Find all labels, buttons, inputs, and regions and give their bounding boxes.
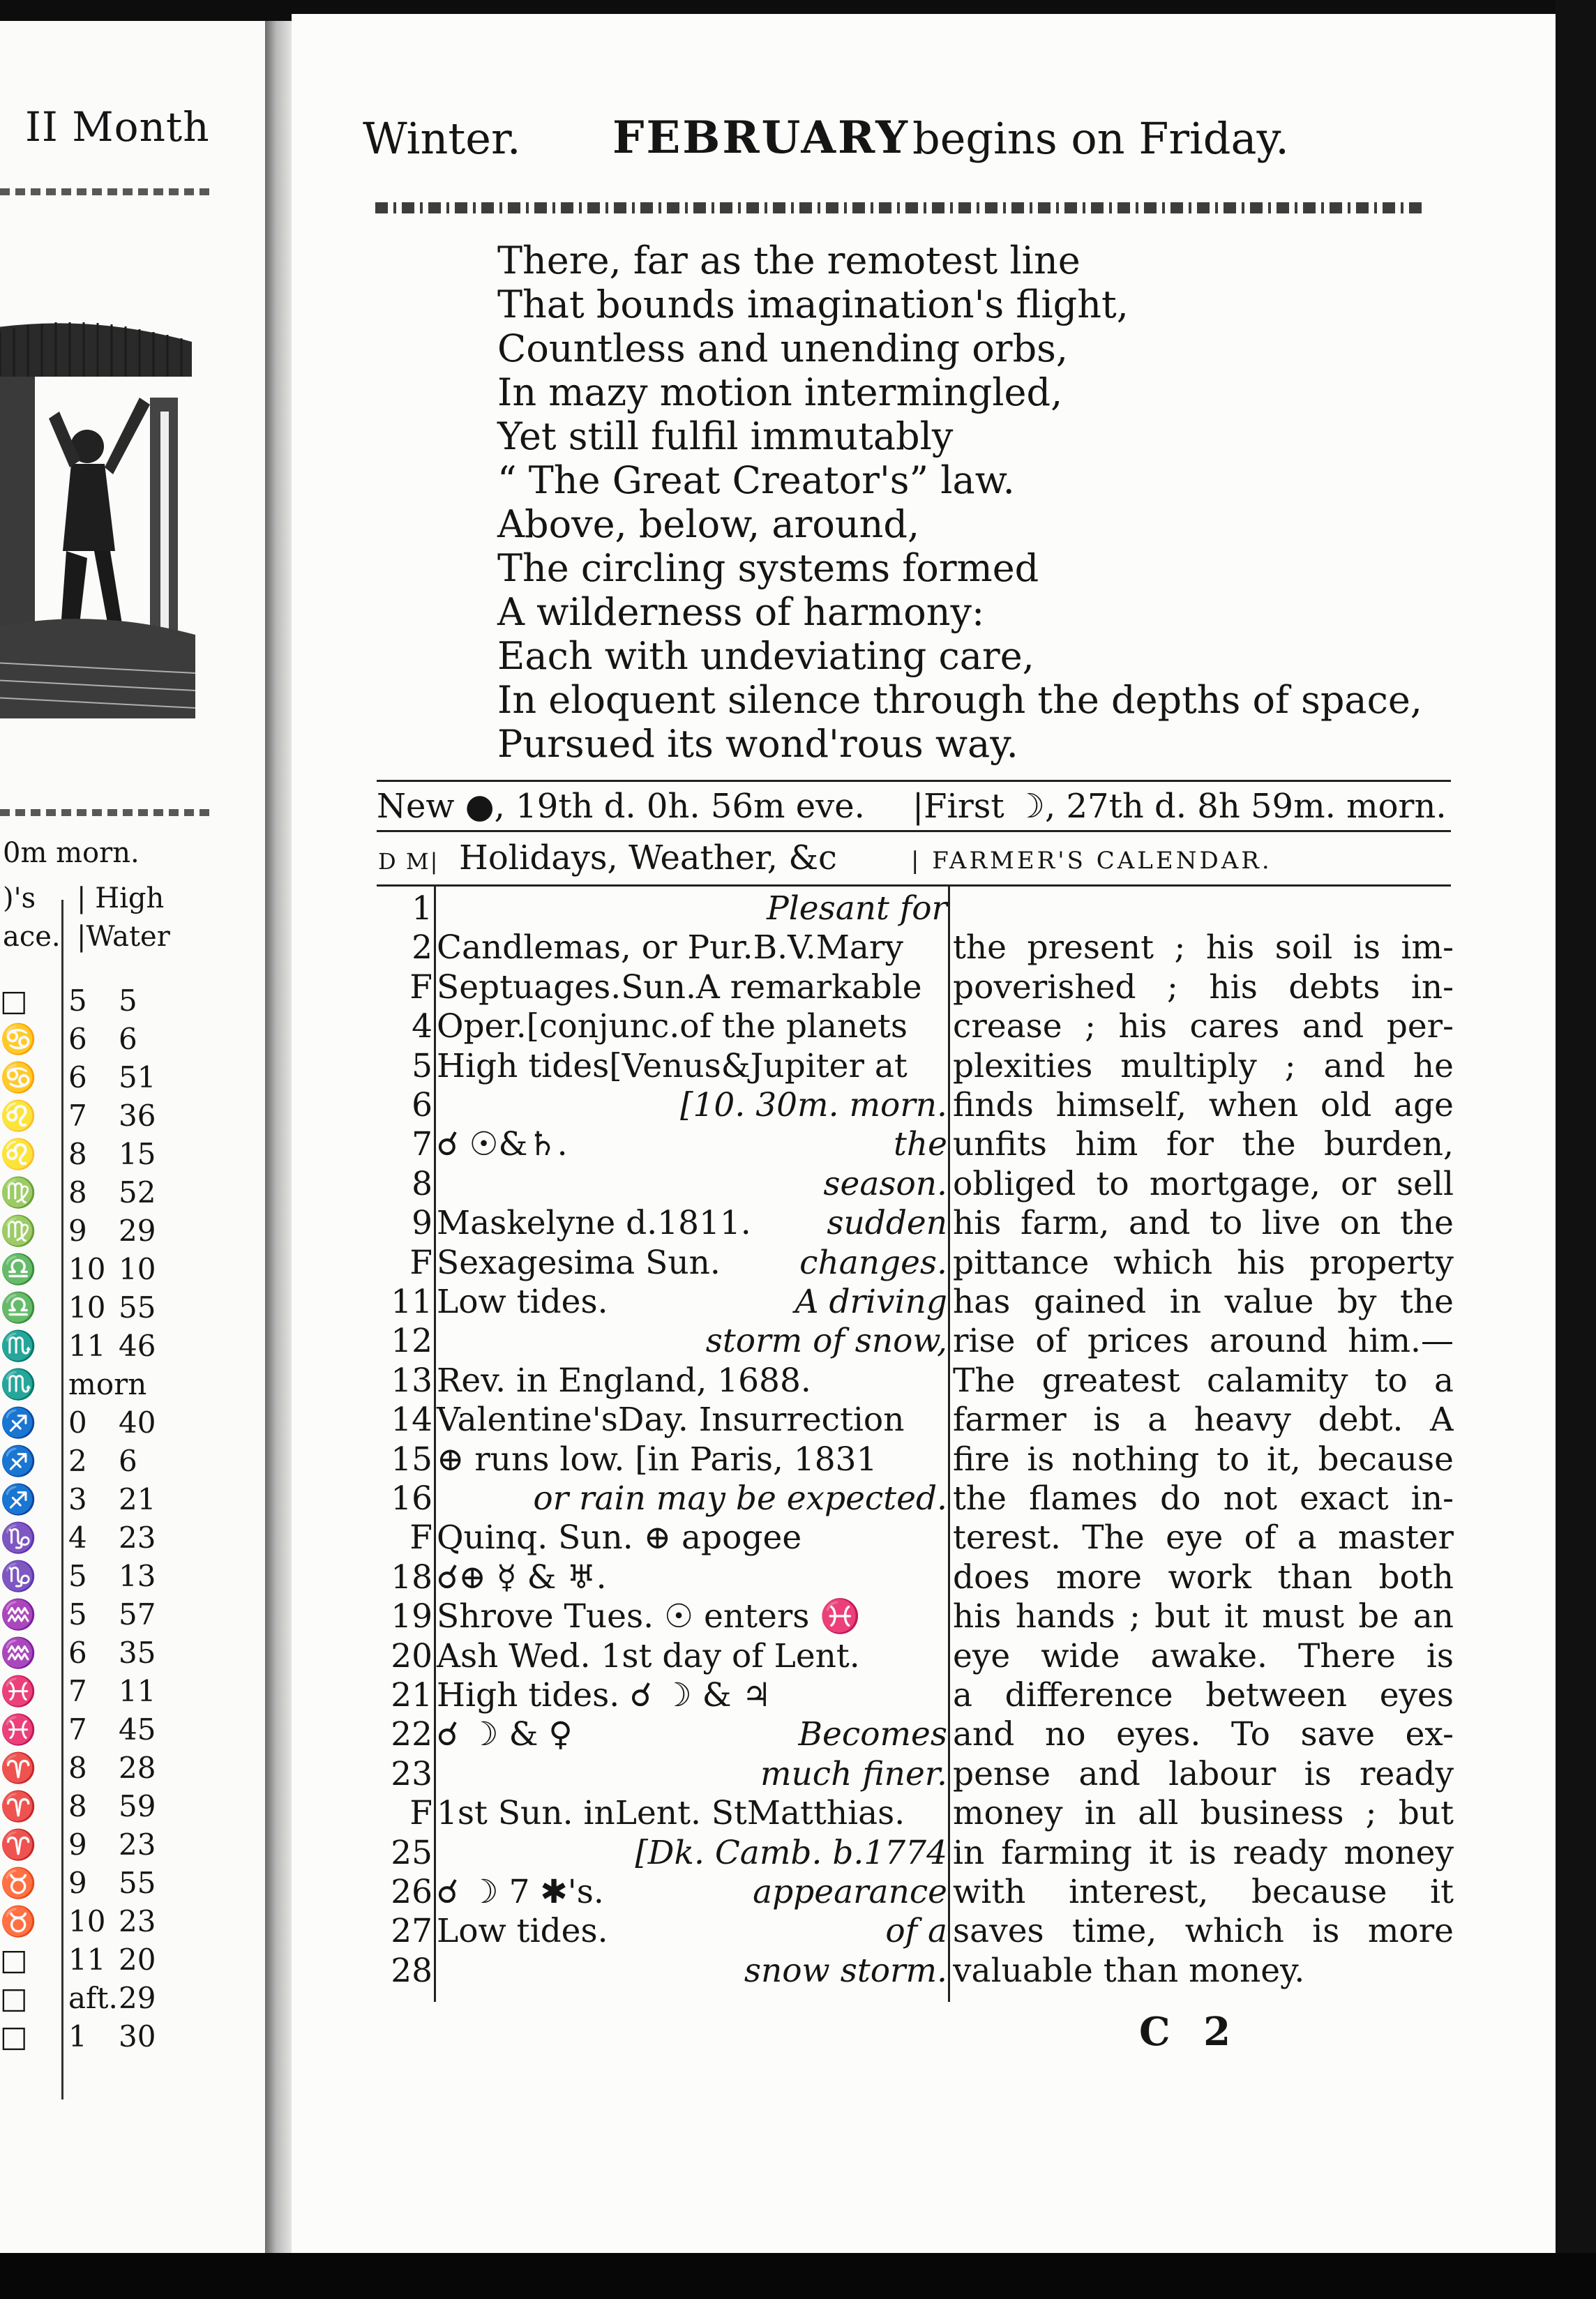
moon-place-symbol: ♐: [0, 1444, 37, 1478]
moon-place-symbol: ♏: [0, 1367, 37, 1401]
farmers-calendar-text: The greatest calamity to a: [953, 1361, 1454, 1400]
holiday-text: Low tides.: [437, 1283, 608, 1321]
high-water-hour: 6: [68, 1636, 87, 1670]
farmers-calendar-text: obliged to mortgage, or sell: [953, 1164, 1454, 1203]
farmers-calendar-text: valuable than money.: [953, 1951, 1305, 1990]
calendar-row: [292, 1244, 1556, 1283]
holiday-text: High tides[Venus&Jupiter at: [437, 1046, 908, 1085]
high-water-minute: 5: [119, 983, 137, 1018]
left-page-row: [0, 1789, 209, 1827]
high-water-hour: 0: [68, 1405, 87, 1440]
moon-place-symbol: ♎: [0, 1290, 37, 1325]
left-page-row: [0, 1597, 209, 1636]
calendar-row: [292, 928, 1556, 967]
holiday-text: ☌ ☉&♄.: [437, 1125, 568, 1164]
farmers-calendar-text: finds himself, when old age: [953, 1086, 1454, 1124]
day-of-month: 12: [391, 1322, 432, 1361]
moon-place-symbol: ♋: [0, 1022, 37, 1056]
high-water-minute: 23: [119, 1827, 156, 1862]
left-page-row: [0, 1751, 209, 1789]
left-page-row: [0, 1521, 209, 1559]
day-of-month: 23: [391, 1754, 432, 1793]
high-water-hour: 7: [68, 1712, 87, 1747]
weather-text: or rain may be expected.: [533, 1479, 947, 1518]
left-page-row: [0, 2019, 209, 2058]
moon-place-symbol: ♋: [0, 1060, 37, 1094]
high-water-minute: 29: [119, 1214, 156, 1248]
holiday-text: Quinq. Sun. ⊕ apogee: [437, 1518, 802, 1558]
calendar-row: [292, 1834, 1556, 1873]
holiday-text: ☌⊕ ☿ & ♅.: [437, 1558, 607, 1597]
calendar-row: [292, 1165, 1556, 1204]
day-of-month: 7: [412, 1125, 432, 1164]
calendar-row: [292, 968, 1556, 1007]
left-page-row: [0, 1866, 209, 1904]
left-page-col-water-head: | High: [77, 882, 165, 914]
high-water-hour: 8: [68, 1789, 87, 1823]
moon-place-symbol: □: [0, 1981, 28, 2015]
left-page-row: [0, 1060, 209, 1099]
high-water-hour: 5: [68, 983, 87, 1018]
weather-text: of a: [885, 1912, 947, 1951]
high-water-hour: 10: [68, 1290, 106, 1325]
moon-place-symbol: ♌: [0, 1137, 37, 1171]
calendar-row: [292, 1204, 1556, 1243]
holiday-text: Maskelyne d.1811.: [437, 1204, 751, 1243]
day-of-month: 14: [391, 1401, 432, 1440]
poem-line: Countless and unending orbs,: [497, 326, 1069, 370]
left-page-col-moon-head: )'s: [3, 882, 36, 914]
holiday-text: Sexagesima Sun.: [437, 1243, 721, 1282]
poem-line: A wilderness of harmony:: [497, 590, 985, 634]
ornamental-rule: [375, 202, 1422, 213]
calendar-row: [292, 1676, 1556, 1715]
calendar-row: [292, 1047, 1556, 1086]
holiday-text: Candlemas, or Pur.B.V.Mary: [437, 928, 903, 967]
high-water-minute: 55: [119, 1866, 156, 1900]
calendar-row: [292, 1637, 1556, 1676]
day-of-month: 20: [391, 1636, 432, 1675]
high-water-minute: 28: [119, 1751, 156, 1785]
calendar-row: [292, 1794, 1556, 1833]
book-gutter: [265, 21, 293, 2253]
holiday-text: ⊕ runs low. [in Paris, 1831: [437, 1440, 878, 1479]
weather-text: A driving: [795, 1283, 947, 1321]
day-of-month: 13: [391, 1361, 432, 1400]
col-head-farmers: | FARMER'S CALENDAR.: [911, 847, 1272, 875]
farmers-calendar-text: the present ; his soil is im-: [953, 928, 1454, 967]
left-page-col-water-head-2: |Water: [77, 921, 170, 953]
rule-above-moon: [377, 780, 1451, 782]
day-of-month: 27: [391, 1912, 432, 1951]
farmers-calendar-text: pittance which his property: [953, 1243, 1454, 1282]
day-of-month: 8: [412, 1164, 432, 1203]
high-water-minute: 59: [119, 1789, 156, 1823]
high-water-minute: 13: [119, 1559, 156, 1593]
high-water-minute: 46: [119, 1329, 156, 1363]
calendar-row: [292, 1362, 1556, 1401]
calendar-row: [292, 1558, 1556, 1597]
left-page-row: [0, 1943, 209, 1981]
moon-place-symbol: ♌: [0, 1099, 37, 1133]
poem-line: That bounds imagination's flight,: [497, 282, 1129, 326]
calendar-row: [292, 1440, 1556, 1479]
weather-text: Plesant for: [767, 889, 947, 928]
weather-text: [Dk. Camb. b.1774: [635, 1833, 947, 1872]
farmers-calendar-text: the flames do not exact in-: [953, 1479, 1454, 1518]
poem-line: “ The Great Creator's” law.: [497, 458, 1015, 502]
month-start-note: begins on Friday.: [912, 113, 1289, 164]
left-page-row: [0, 1559, 209, 1597]
weather-text: the: [894, 1125, 947, 1164]
holiday-text: Septuages.Sun.A remarkable: [437, 967, 922, 1007]
moon-place-symbol: ♒: [0, 1597, 37, 1631]
calendar-row: [292, 889, 1556, 928]
moon-place-symbol: ♍: [0, 1214, 37, 1248]
calendar-row: [292, 1125, 1556, 1164]
day-of-month: F: [409, 1794, 432, 1833]
day-of-month: 5: [412, 1046, 432, 1085]
high-water-hour: 9: [68, 1214, 87, 1248]
left-page-row: [0, 1175, 209, 1214]
high-water-minute: 23: [119, 1904, 156, 1938]
day-of-month: 16: [391, 1479, 432, 1518]
first-quarter-note: |First ☽, 27th d. 8h 59m. morn.: [912, 787, 1447, 826]
day-of-month: 19: [391, 1597, 432, 1636]
high-water-hour: 6: [68, 1060, 87, 1094]
left-page-row: [0, 1405, 209, 1444]
high-water-minute: 51: [119, 1060, 156, 1094]
moon-place-symbol: ♑: [0, 1559, 37, 1593]
col-head-holidays: Holidays, Weather, &c: [459, 838, 837, 877]
farmers-calendar-text: his hands ; but it must be an: [953, 1597, 1454, 1636]
farmers-calendar-text: crease ; his cares and per-: [953, 1007, 1454, 1046]
almanac-page: [292, 14, 1556, 2253]
high-water-hour: 8: [68, 1175, 87, 1209]
farmers-calendar-text: does more work than both: [953, 1558, 1454, 1597]
high-water-minute: 23: [119, 1521, 156, 1555]
left-page-row: [0, 1252, 209, 1290]
holiday-text: Valentine'sDay. Insurrection: [437, 1401, 905, 1440]
moon-place-symbol: ♐: [0, 1405, 37, 1440]
moon-place-symbol: ♐: [0, 1482, 37, 1516]
moon-place-symbol: ♒: [0, 1636, 37, 1670]
left-page-row: [0, 1636, 209, 1674]
calendar-row: [292, 1086, 1556, 1125]
left-page-col-moon-head-2: ace.: [3, 921, 61, 953]
farmers-calendar-text: pense and labour is ready: [953, 1754, 1454, 1793]
left-page-ornament-rule: [0, 188, 209, 195]
high-water-hour: 11: [68, 1329, 106, 1363]
high-water-hour: 6: [68, 1022, 87, 1056]
farmers-calendar-text: eye wide awake. There is: [953, 1636, 1454, 1675]
weather-text: changes.: [799, 1243, 947, 1282]
high-water-hour: 2: [68, 1444, 87, 1478]
day-of-month: 6: [412, 1086, 432, 1124]
farmers-calendar-text: his farm, and to live on the: [953, 1204, 1454, 1243]
farmers-calendar-text: farmer is a heavy debt. A: [953, 1401, 1454, 1440]
high-water-minute: 21: [119, 1482, 156, 1516]
holiday-text: High tides. ☌ ☽ & ♃: [437, 1676, 771, 1714]
poem-line: The circling systems formed: [497, 546, 1039, 590]
left-page-moon-note: 0m morn.: [3, 837, 140, 869]
farmers-calendar-text: rise of prices around him.—: [953, 1322, 1454, 1361]
calendar-row: [292, 1912, 1556, 1951]
left-page-row: [0, 1329, 209, 1367]
rule-below-moon: [377, 830, 1451, 832]
farmers-calendar-text: poverished ; his debts in-: [953, 967, 1454, 1007]
day-of-month: 11: [391, 1283, 432, 1321]
high-water-minute: 45: [119, 1712, 156, 1747]
high-water-hour: 7: [68, 1674, 87, 1708]
high-water-minute: 36: [119, 1099, 156, 1133]
holiday-text: ☌ ☽ 7 ✱'s.: [437, 1873, 604, 1911]
weather-text: appearance: [753, 1873, 947, 1911]
high-water-hour: 9: [68, 1866, 87, 1900]
day-of-month: F: [409, 967, 432, 1007]
high-water-minute: 40: [119, 1405, 156, 1440]
high-water-minute: 6: [119, 1022, 137, 1056]
left-page-title: II Month: [25, 103, 210, 151]
poem-line: Above, below, around,: [497, 502, 920, 546]
poem-line: In eloquent silence through the depths of space,: [497, 678, 1422, 722]
calendar-row: [292, 1873, 1556, 1912]
moon-place-symbol: ♈: [0, 1827, 37, 1862]
holiday-text: Shrove Tues. ☉ enters ♓: [437, 1597, 861, 1636]
farmers-calendar-text: with interest, because it: [953, 1873, 1454, 1911]
poem: [497, 239, 1422, 766]
calendar-row: [292, 1322, 1556, 1361]
moon-place-symbol: ♎: [0, 1252, 37, 1286]
left-page-row: [0, 1022, 209, 1060]
day-of-month: 1: [412, 889, 432, 928]
calendar-row: [292, 1479, 1556, 1518]
left-page-row: [0, 1137, 209, 1175]
moon-place-symbol: ♈: [0, 1751, 37, 1785]
calendar-row: [292, 1715, 1556, 1754]
scan-border-bottom: [0, 2253, 1596, 2299]
weather-text: Becomes: [798, 1715, 947, 1754]
high-water-hour: 4: [68, 1521, 87, 1555]
day-of-month: F: [409, 1243, 432, 1282]
poem-line: Each with undeviating care,: [497, 634, 1034, 678]
high-water-minute: 11: [119, 1674, 156, 1708]
poem-line: Yet still fulfil immutably: [497, 414, 954, 458]
farmers-calendar-text: in farming it is ready money: [953, 1833, 1454, 1872]
high-water-minute: 57: [119, 1597, 156, 1631]
moon-place-symbol: ♑: [0, 1521, 37, 1555]
holiday-text: 1st Sun. inLent. StMatthias.: [437, 1794, 905, 1833]
left-page-row: [0, 1712, 209, 1751]
calendar-row: [292, 1597, 1556, 1636]
calendar-row: [292, 1401, 1556, 1440]
moon-place-symbol: ♏: [0, 1329, 37, 1363]
left-page-row: [0, 1904, 209, 1943]
moon-place-symbol: ♓: [0, 1674, 37, 1708]
day-of-month: 25: [391, 1833, 432, 1872]
high-water-hour: 8: [68, 1137, 87, 1171]
high-water-hour: aft.: [68, 1981, 118, 2015]
high-water-hour: morn: [68, 1367, 147, 1401]
high-water-hour: 5: [68, 1559, 87, 1593]
day-of-month: 15: [391, 1440, 432, 1479]
holiday-text: ☌ ☽ & ♀: [437, 1715, 573, 1754]
day-of-month: 18: [391, 1558, 432, 1597]
moon-place-symbol: ♈: [0, 1789, 37, 1823]
woodcut-illustration: [0, 300, 195, 718]
scan-border-right: [1556, 0, 1596, 2299]
left-page-row: [0, 1482, 209, 1521]
holiday-text: Rev. in England, 1688.: [437, 1361, 811, 1400]
day-of-month: 9: [412, 1204, 432, 1243]
high-water-minute: 15: [119, 1137, 156, 1171]
left-page-row: [0, 1827, 209, 1866]
farmers-calendar-text: plexities multiply ; and he: [953, 1046, 1454, 1085]
high-water-hour: 3: [68, 1482, 87, 1516]
high-water-minute: 6: [119, 1444, 137, 1478]
left-page-row: [0, 1099, 209, 1137]
rule-below-column-heads: [377, 884, 1451, 887]
moon-place-symbol: □: [0, 2019, 28, 2053]
holiday-text: Ash Wed. 1st day of Lent.: [437, 1636, 860, 1675]
left-page-row: [0, 1214, 209, 1252]
calendar-row: [292, 1518, 1556, 1558]
moon-place-symbol: ♉: [0, 1904, 37, 1938]
farmers-calendar-text: has gained in value by the: [953, 1283, 1454, 1321]
page-signature: C 2: [1139, 2009, 1241, 2055]
day-of-month: 22: [391, 1715, 432, 1754]
moon-place-symbol: □: [0, 1943, 28, 1977]
weather-text: snow storm.: [744, 1951, 947, 1990]
left-page-row: [0, 1981, 209, 2019]
left-page-row: [0, 1674, 209, 1712]
high-water-hour: 11: [68, 1943, 106, 1977]
moon-place-symbol: ♍: [0, 1175, 37, 1209]
col-head-dm: D M|: [378, 848, 439, 875]
high-water-minute: 10: [119, 1252, 156, 1286]
farmers-calendar-text: terest. The eye of a master: [953, 1518, 1454, 1558]
high-water-minute: 55: [119, 1290, 156, 1325]
day-of-month: 4: [412, 1007, 432, 1046]
day-of-month: 21: [391, 1676, 432, 1714]
left-page-row: [0, 1290, 209, 1329]
left-page-row: [0, 983, 209, 1022]
high-water-minute: 20: [119, 1943, 156, 1977]
high-water-minute: 35: [119, 1636, 156, 1670]
weather-text: season.: [823, 1164, 947, 1203]
high-water-minute: 30: [119, 2019, 156, 2053]
high-water-hour: 1: [68, 2019, 87, 2053]
calendar-row: [292, 1007, 1556, 1046]
calendar-row: [292, 1952, 1556, 1991]
month-title: FEBRUARY: [612, 112, 910, 164]
farmers-calendar-text: saves time, which is more: [953, 1912, 1454, 1951]
high-water-minute: 52: [119, 1175, 156, 1209]
poem-line: There, far as the remotest line: [497, 239, 1081, 282]
day-of-month: 26: [391, 1873, 432, 1911]
day-of-month: F: [409, 1518, 432, 1558]
weather-text: much finer.: [760, 1754, 947, 1793]
high-water-hour: 7: [68, 1099, 87, 1133]
calendar-row: [292, 1283, 1556, 1322]
season-label: Winter.: [363, 113, 521, 164]
high-water-hour: 9: [68, 1827, 87, 1862]
high-water-hour: 8: [68, 1751, 87, 1785]
left-page-ornament-rule-2: [0, 809, 209, 816]
high-water-hour: 10: [68, 1252, 106, 1286]
farmers-calendar-text: fire is nothing to it, because: [953, 1440, 1454, 1479]
weather-text: sudden: [827, 1204, 947, 1243]
high-water-hour: 10: [68, 1904, 106, 1938]
holiday-text: Oper.[conjunc.of the planets: [437, 1007, 908, 1046]
high-water-minute: 29: [119, 1981, 156, 2015]
left-page-row: [0, 1367, 209, 1405]
moon-place-symbol: ♓: [0, 1712, 37, 1747]
day-of-month: 28: [391, 1951, 432, 1990]
left-facing-page: [0, 21, 268, 2253]
farmers-calendar-text: and no eyes. To save ex-: [953, 1715, 1454, 1754]
farmers-calendar-text: money in all business ; but: [953, 1794, 1454, 1833]
farmers-calendar-text: unfits him for the burden,: [953, 1125, 1454, 1164]
poem-line: Pursued its wond'rous way.: [497, 722, 1018, 766]
moon-place-symbol: ♉: [0, 1866, 37, 1900]
holiday-text: Low tides.: [437, 1912, 608, 1951]
calendar-row: [292, 1755, 1556, 1794]
new-moon-note: New ●, 19th d. 0h. 56m eve.: [377, 787, 865, 826]
left-page-row: [0, 1444, 209, 1482]
high-water-hour: 5: [68, 1597, 87, 1631]
weather-text: [10. 30m. morn.: [680, 1086, 947, 1124]
weather-text: storm of snow,: [705, 1322, 947, 1361]
day-of-month: 2: [412, 928, 432, 967]
poem-line: In mazy motion intermingled,: [497, 370, 1063, 414]
farmers-calendar-text: a difference between eyes: [953, 1676, 1454, 1714]
moon-place-symbol: □: [0, 983, 28, 1018]
